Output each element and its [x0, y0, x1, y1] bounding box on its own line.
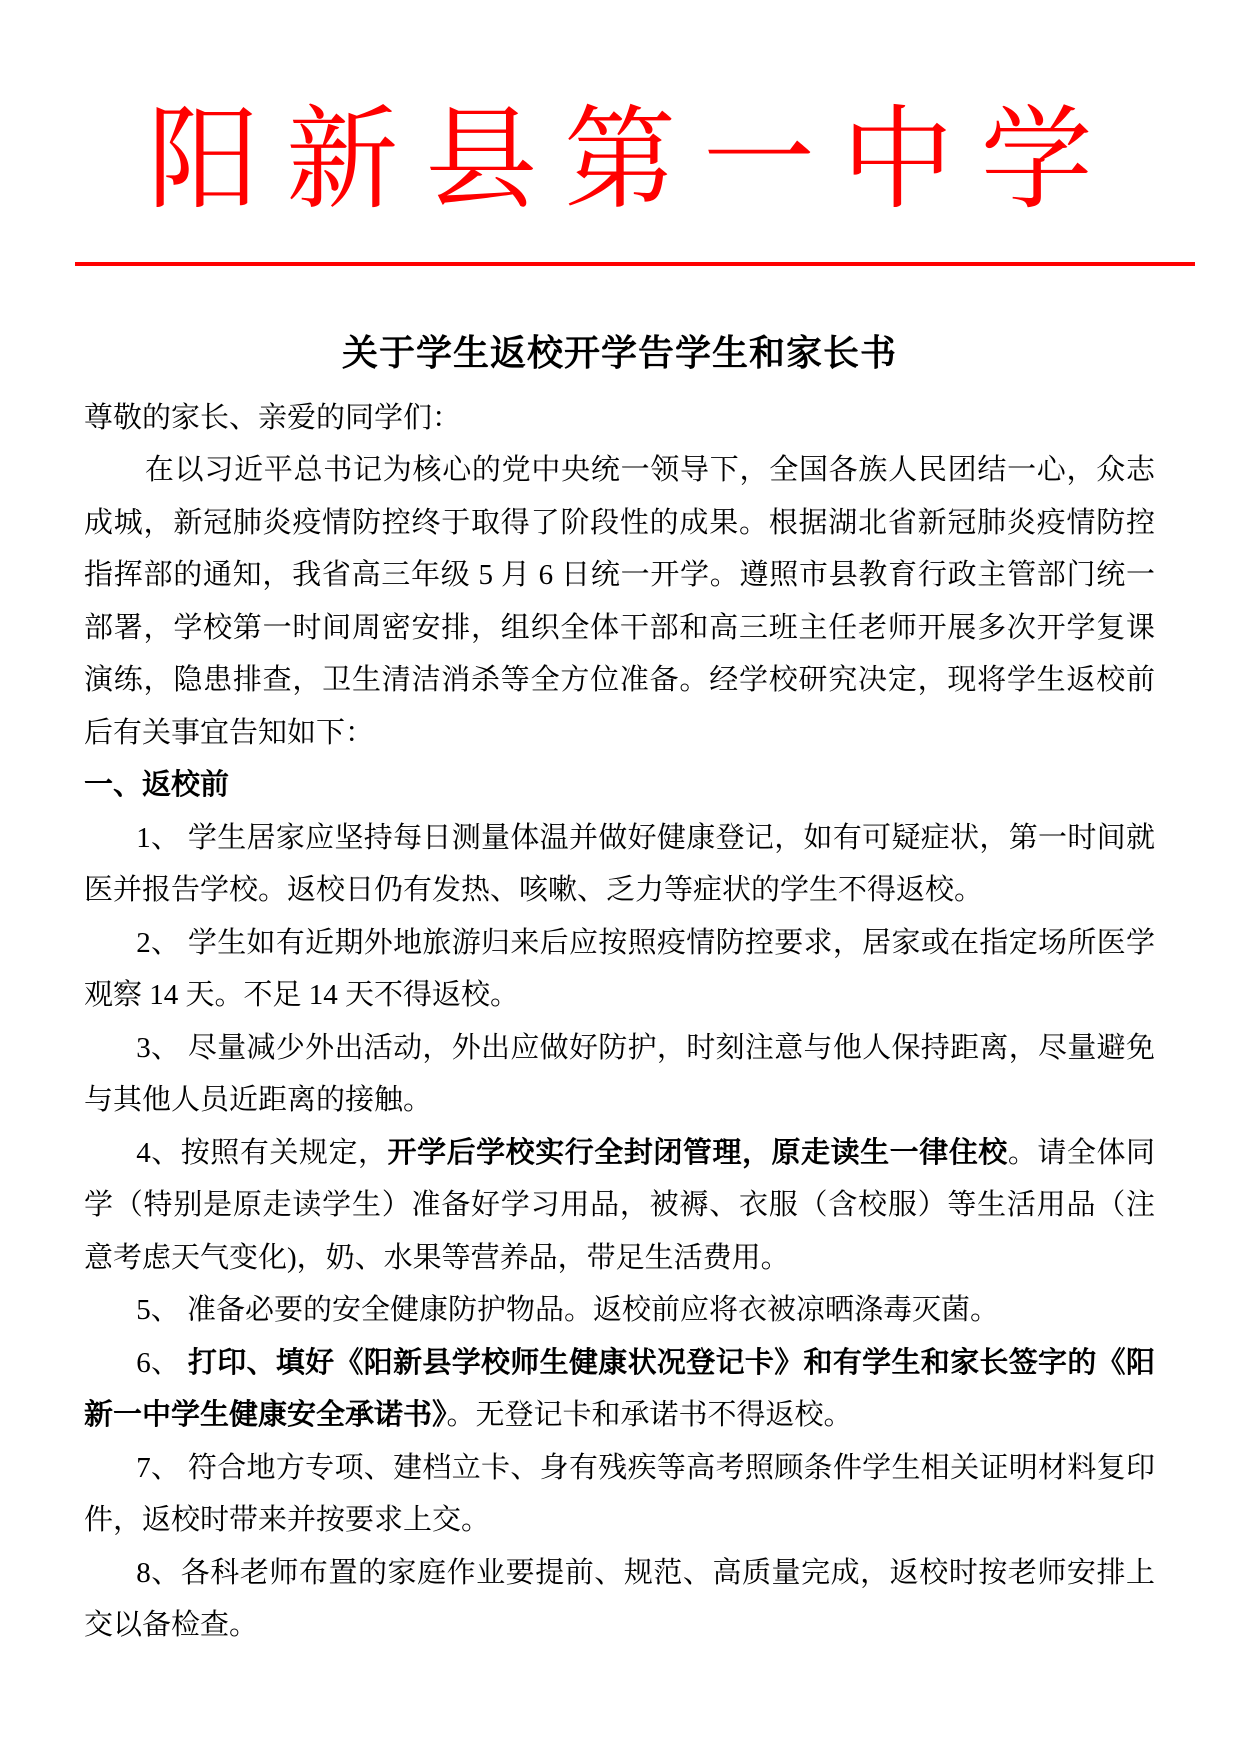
notice-item-5 — [84, 1284, 1155, 1337]
text-run: 。无登记卡和承诺书不得返校。 — [446, 1399, 853, 1431]
text-run: 8、各科老师布置的家庭作业要提前、规范、高质量完成，返校时按老师安排上交以备检查。 — [84, 1556, 1155, 1641]
text-run: 3、 尽量减少外出活动，外出应做好防护，时刻注意与他人保持距离，尽量避免与其他人员近距离的接触。 — [84, 1031, 1155, 1116]
notice-item-1 — [84, 812, 1155, 917]
notice-body — [84, 327, 1155, 1652]
notice-item-3 — [84, 1022, 1155, 1127]
text-run: 4、按照有关规定， — [136, 1136, 388, 1169]
intro-paragraph: 在以习近平总书记为核心的党中央统一领导下，全国各族人民团结一心，众志成城，新冠肺炎疫情防控终于取得了阶段性的成果。根据湖北省新冠肺炎疫情防控指挥部的通知，我省高三年级 5 月 6 日统一开学。遵照市县教育行政主管部门统一部署，学校第一时间周密安排，组织全体干部和高三班主任老师开展多次开学复课演练，隐患排查，卫生清洁消杀等全方位准备。经学校研究决定，现将学生返校前后有关事宜告知如下： — [84, 454, 1155, 749]
bold-text-run: 打印、填好《阳新县学校师生健康状况登记卡》和有学生和家长签字的《阳新一中学生健康安全承诺书》 — [84, 1346, 1155, 1431]
text-run: 6、 — [136, 1346, 188, 1379]
notice-title: 关于学生返校开学告学生和家长书 — [341, 332, 897, 373]
text-run: 5、 准备必要的安全健康防护物品。返校前应将衣被凉晒涤毒灭菌。 — [136, 1294, 999, 1326]
notice-item-8 — [84, 1547, 1155, 1652]
notice-item-7 — [84, 1442, 1155, 1547]
salutation-line: 尊敬的家长、亲爱的同学们： — [84, 401, 462, 434]
letterhead-divider-line — [75, 262, 1195, 266]
text-run: 。请全体同学（特别是原走读学生）准备好学习用品，被褥、衣服（含校服）等生活用品（注意考虑天气变化)，奶、水果等营养品，带足生活费用。 — [84, 1136, 1155, 1274]
bold-text-run: 开学后学校实行全封闭管理，原走读生一律住校 — [387, 1136, 1008, 1169]
text-run: 7、 符合地方专项、建档立卡、身有残疾等高考照顾条件学生相关证明材料复印件，返校时带来并按要求上交。 — [84, 1451, 1155, 1536]
notice-item-6 — [84, 1337, 1155, 1442]
text-run: 2、 学生如有近期外地旅游归来后应按照疫情防控要求，居家或在指定场所医学观察 14 天。不足 14 天不得返校。 — [84, 926, 1155, 1011]
section-heading-before-return: 一、返校前 — [84, 769, 230, 801]
notice-item-4 — [84, 1127, 1155, 1285]
school-letterhead-title: 阳新县第一中学 — [147, 99, 1120, 223]
notice-item-2 — [84, 917, 1155, 1022]
text-run: 1、 学生居家应坚持每日测量体温并做好健康登记，如有可疑症状，第一时间就医并报告学校。返校日仍有发热、咳嗽、乏力等症状的学生不得返校。 — [84, 821, 1155, 906]
